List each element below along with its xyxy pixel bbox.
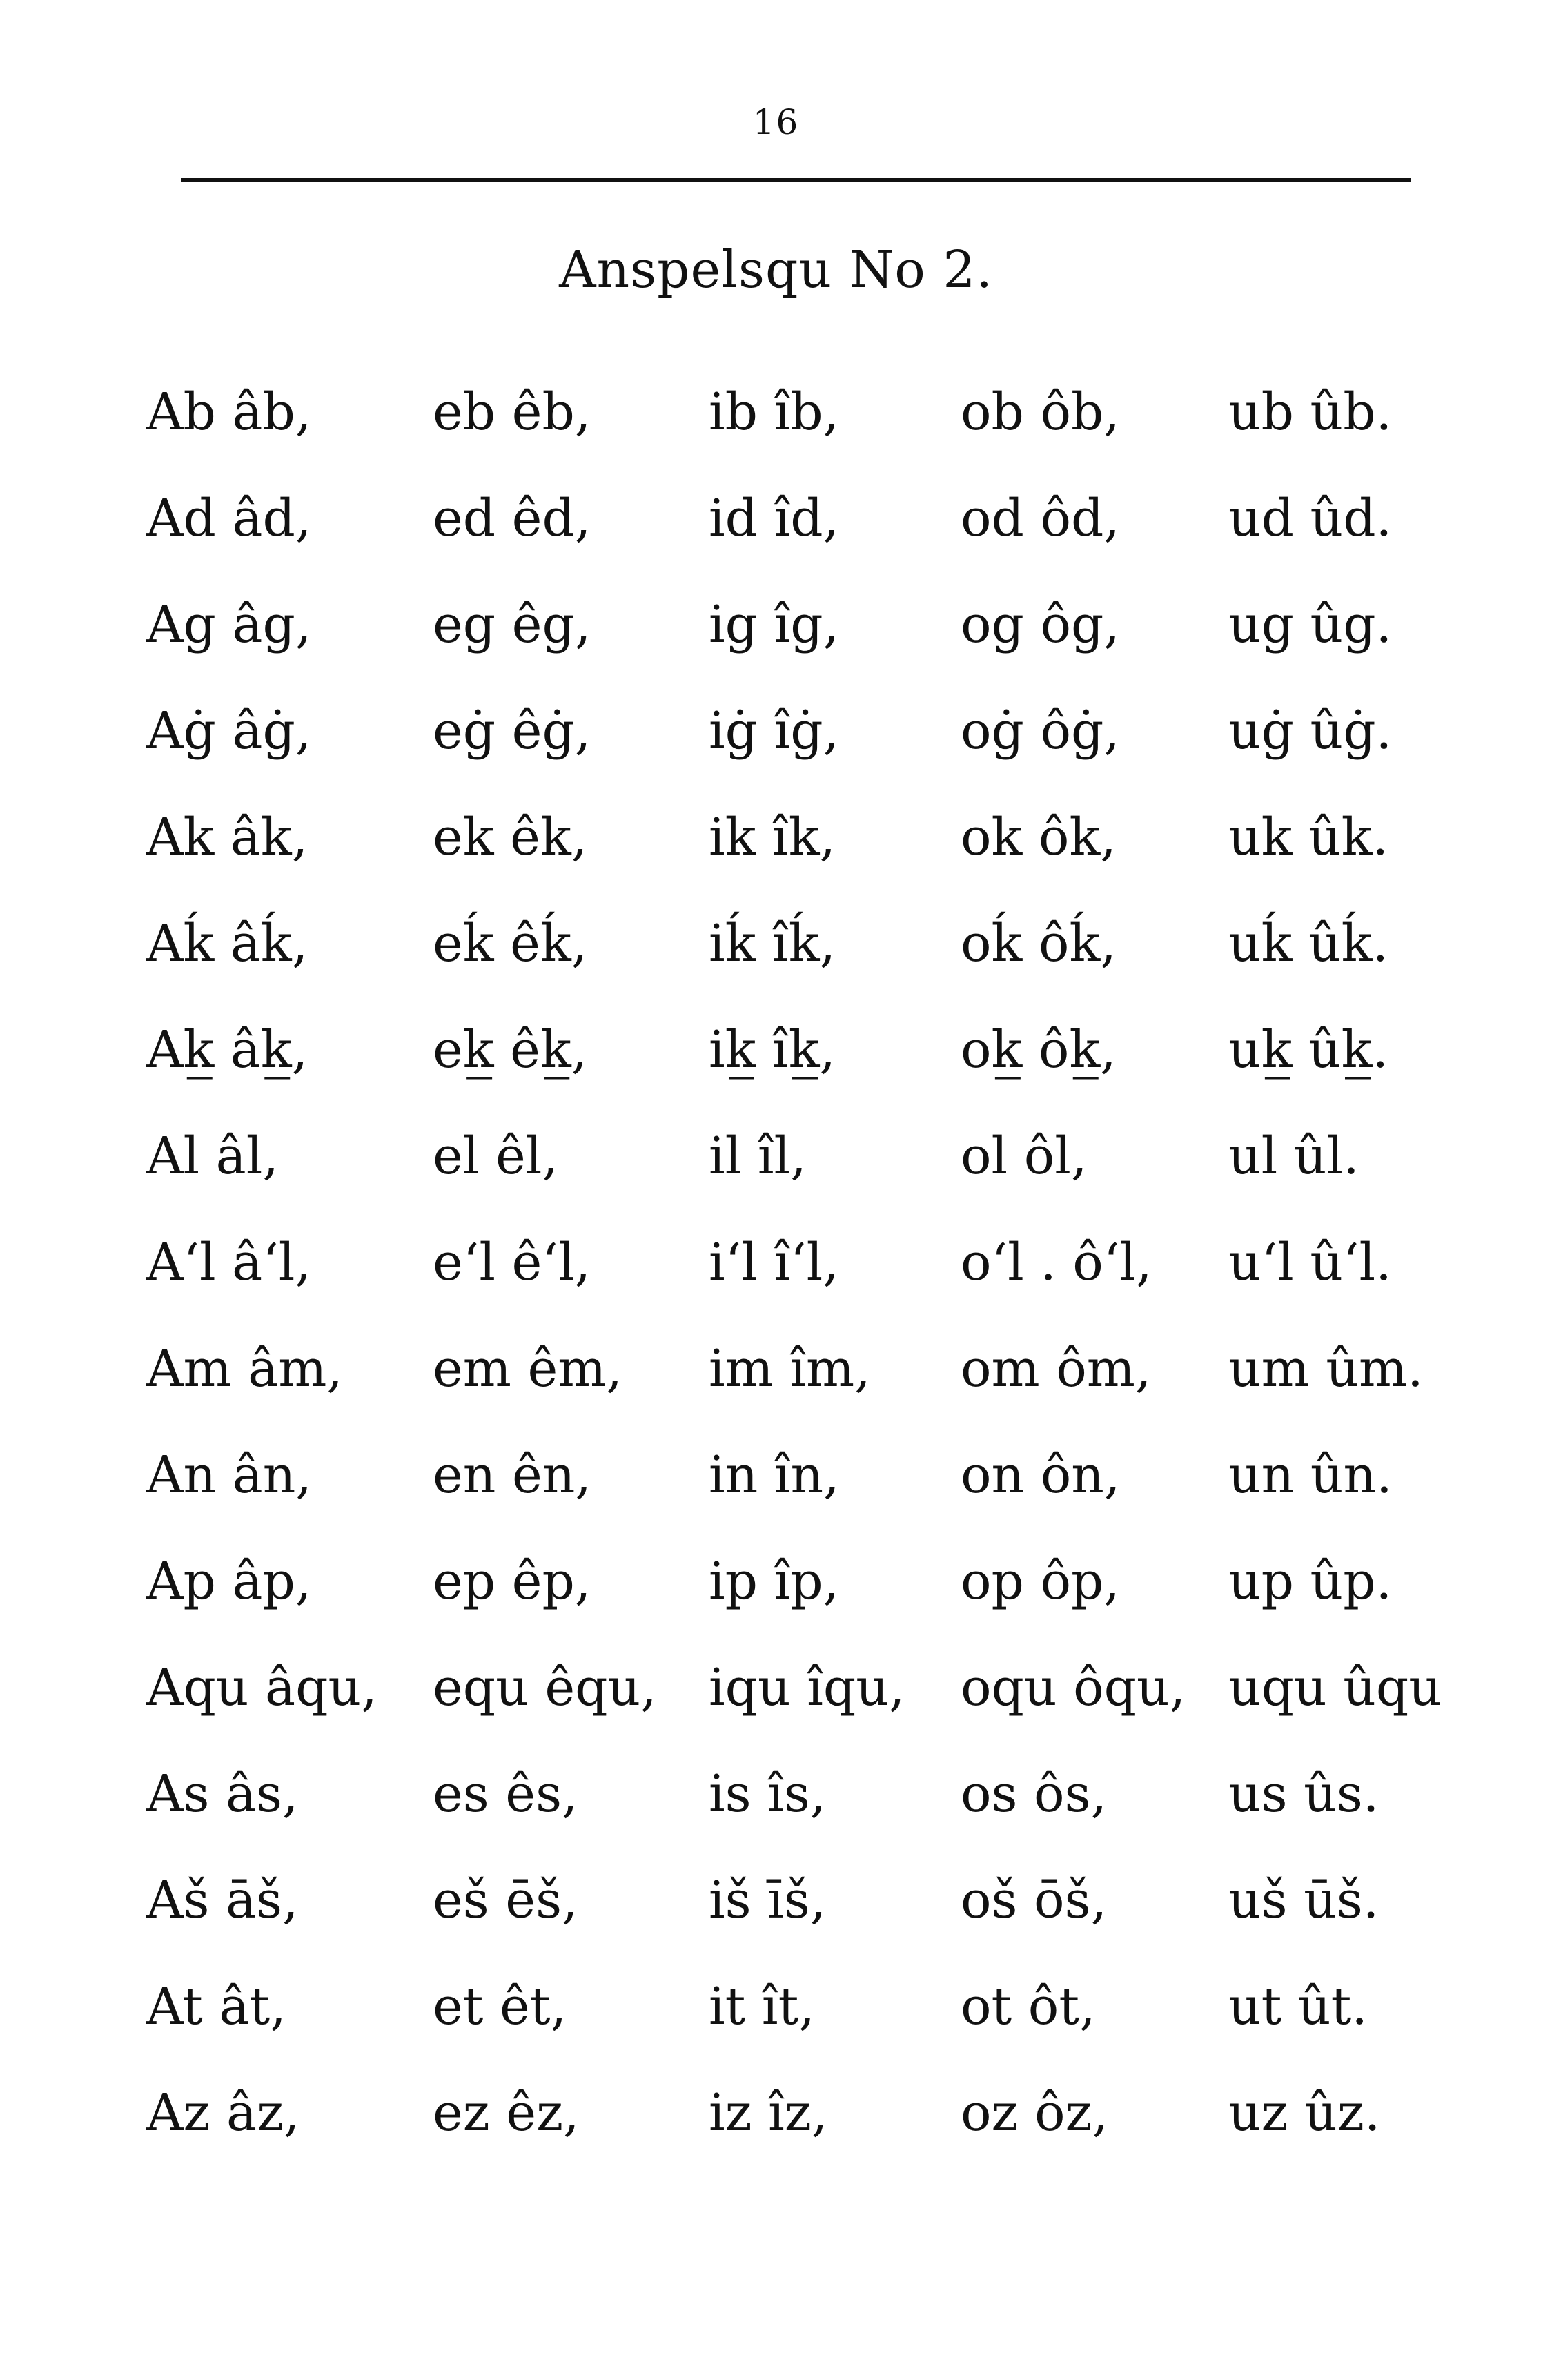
syllable-row (146, 572, 1457, 678)
syllable-row (146, 1741, 1457, 1847)
syllable-cell: uk̲ ûk̲. (1228, 1020, 1389, 1080)
syllable-cell: oġ ôġ, (961, 701, 1120, 761)
syllable-cell: iz îz, (709, 2083, 828, 2143)
syllable-cell: o‘l . ô‘l, (961, 1233, 1152, 1292)
syllable-cell: An ân, (146, 1445, 312, 1505)
syllable-cell: uġ ûġ. (1228, 701, 1393, 761)
syllable-row (146, 465, 1457, 572)
syllable-cell: Al âl, (146, 1126, 279, 1186)
syllable-cell: iġ îġ, (709, 701, 840, 761)
syllable-cell: Am âm, (146, 1339, 343, 1398)
header-rule (181, 178, 1411, 182)
syllable-cell: oš ōš, (961, 1871, 1108, 1930)
syllable-cell: in în, (709, 1445, 840, 1505)
syllable-row (146, 1209, 1457, 1316)
syllable-cell: il îl, (709, 1126, 807, 1186)
syllable-cell: uḱ ûḱ. (1228, 914, 1389, 973)
syllable-row (146, 890, 1457, 997)
syllable-cell: iḱ îḱ, (709, 914, 836, 973)
syllable-cell: ok ôk, (961, 808, 1117, 867)
syllable-cell: ub ûb. (1228, 382, 1393, 442)
syllable-cell: iqu îqu, (709, 1658, 905, 1717)
syllable-cell: et êt, (433, 1977, 567, 2036)
syllable-cell: up ûp. (1228, 1552, 1393, 1611)
syllable-cell: iš īš, (709, 1871, 827, 1930)
syllable-cell: id îd, (709, 489, 840, 548)
syllable-row (146, 1422, 1457, 1528)
syllable-cell: ol ôl, (961, 1126, 1088, 1186)
syllable-cell: ik îk, (709, 808, 836, 867)
syllable-cell: uk ûk. (1228, 808, 1389, 867)
syllable-cell: ed êd, (433, 489, 591, 548)
syllable-cell: os ôs, (961, 1764, 1108, 1824)
syllable-cell: e‘l ê‘l, (433, 1233, 591, 1292)
syllable-cell: Aġ âġ, (146, 701, 312, 761)
syllable-row (146, 1316, 1457, 1422)
syllable-cell: ez êz, (433, 2083, 580, 2143)
syllable-cell: Aqu âqu, (146, 1658, 377, 1717)
syllable-cell: ok̲ ôk̲, (961, 1020, 1117, 1080)
syllable-cell: Ad âd, (146, 489, 312, 548)
syllable-cell: Az âz, (146, 2083, 300, 2143)
syllable-cell: ek̲ êk̲, (433, 1020, 588, 1080)
syllable-row (146, 359, 1457, 465)
syllable-row (146, 2060, 1457, 2166)
syllable-cell: ep êp, (433, 1552, 591, 1611)
syllable-row (146, 997, 1457, 1103)
syllable-cell: ug ûg. (1228, 595, 1393, 654)
syllable-cell: A‌k̲ âk̲, (146, 1020, 308, 1080)
syllable-cell: uqu ûqu (1228, 1658, 1442, 1717)
syllable-cell: oḱ ôḱ, (961, 914, 1117, 973)
syllable-cell: it ît, (709, 1977, 815, 2036)
syllable-cell: As âs, (146, 1764, 299, 1824)
syllable-cell: ot ôt, (961, 1977, 1096, 2036)
syllable-row (146, 1635, 1457, 1741)
syllable-cell: i‘l î‘l, (709, 1233, 839, 1292)
syllable-cell: uš ūš. (1228, 1871, 1379, 1930)
syllable-cell: oqu ôqu, (961, 1658, 1186, 1717)
syllable-row (146, 678, 1457, 784)
syllable-cell: Aš āš, (146, 1871, 299, 1930)
syllable-cell: ig îg, (709, 595, 840, 654)
syllable-cell: od ôd, (961, 489, 1120, 548)
syllable-cell: Aḱ âḱ, (146, 914, 308, 973)
syllable-cell: el êl, (433, 1126, 558, 1186)
syllable-cell: eġ êġ, (433, 701, 591, 761)
syllable-cell: uz ûz. (1228, 2083, 1381, 2143)
syllable-table (146, 359, 1457, 2166)
syllable-row (146, 1847, 1457, 1953)
syllable-cell: eš ēš, (433, 1871, 578, 1930)
syllable-cell: Ag âg, (146, 595, 312, 654)
syllable-row (146, 1528, 1457, 1635)
syllable-cell: ul ûl. (1228, 1126, 1359, 1186)
syllable-row (146, 1103, 1457, 1209)
syllable-cell: ib îb, (709, 382, 840, 442)
syllable-cell: A‘l â‘l, (146, 1233, 311, 1292)
syllable-cell: oz ôz, (961, 2083, 1109, 2143)
syllable-row (146, 784, 1457, 890)
syllable-cell: im îm, (709, 1339, 871, 1398)
syllable-cell: u‘l û‘l. (1228, 1233, 1392, 1292)
syllable-cell: eḱ êḱ, (433, 914, 588, 973)
syllable-cell: At ât, (146, 1977, 286, 2036)
syllable-cell: ud ûd. (1228, 489, 1393, 548)
syllable-cell: eg êg, (433, 595, 591, 654)
syllable-cell: Ak âk, (146, 808, 308, 867)
syllable-cell: on ôn, (961, 1445, 1121, 1505)
syllable-cell: op ôp, (961, 1552, 1120, 1611)
syllable-cell: equ êqu, (433, 1658, 657, 1717)
syllable-cell: en ên, (433, 1445, 591, 1505)
syllable-cell: ik̲ îk̲, (709, 1020, 836, 1080)
syllable-cell: og ôg, (961, 595, 1120, 654)
syllable-cell: un ûn. (1228, 1445, 1393, 1505)
syllable-row (146, 1953, 1457, 2060)
syllable-cell: ek êk, (433, 808, 588, 867)
syllable-cell: is îs, (709, 1764, 827, 1824)
page-number: 16 (752, 102, 800, 142)
syllable-cell: us ûs. (1228, 1764, 1379, 1824)
syllable-cell: es ês, (433, 1764, 578, 1824)
syllable-cell: Ab âb, (146, 382, 312, 442)
syllable-cell: Ap âp, (146, 1552, 312, 1611)
page-title: Anspelsqu No 2. (559, 240, 993, 300)
syllable-cell: ut ût. (1228, 1977, 1368, 2036)
syllable-cell: eb êb, (433, 382, 591, 442)
syllable-cell: um ûm. (1228, 1339, 1424, 1398)
syllable-cell: ip îp, (709, 1552, 840, 1611)
syllable-cell: em êm, (433, 1339, 622, 1398)
syllable-cell: om ôm, (961, 1339, 1152, 1398)
syllable-cell: ob ôb, (961, 382, 1120, 442)
